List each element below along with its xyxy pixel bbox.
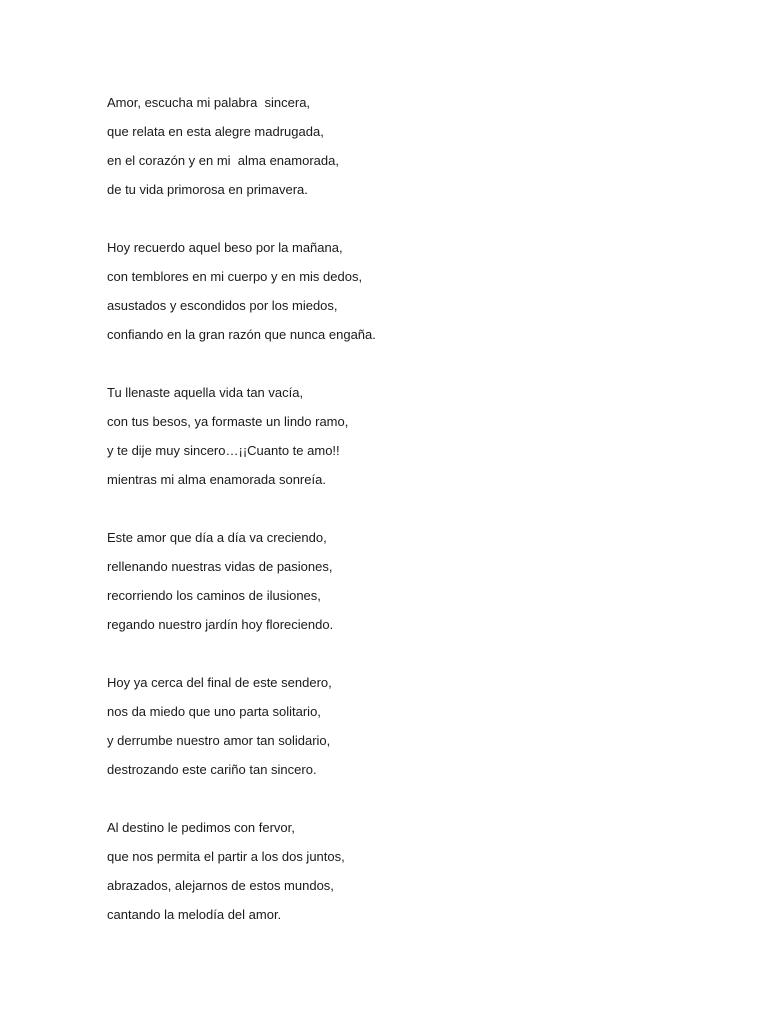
poem-line: Hoy ya cerca del final de este sendero,	[107, 675, 332, 690]
poem-line: Amor, escucha mi palabra sincera,	[107, 95, 311, 110]
poem-line: destrozando este cariño tan sincero.	[107, 762, 317, 777]
poem-line: y te dije muy sincero…¡¡Cuanto te amo!!	[107, 443, 340, 458]
stanza-3	[107, 378, 707, 494]
poem-line: de tu vida primorosa en primavera.	[107, 182, 308, 197]
poem-line: con temblores en mi cuerpo y en mis dedos,	[107, 269, 363, 284]
poem-line: abrazados, alejarnos de estos mundos,	[107, 878, 334, 893]
stanza-2	[107, 233, 707, 349]
poem-line: rellenando nuestras vidas de pasiones,	[107, 559, 333, 574]
poem-line: Al destino le pedimos con fervor,	[107, 820, 295, 835]
poem-line: que nos permita el partir a los dos juntos,	[107, 849, 345, 864]
poem-body	[107, 88, 707, 958]
poem-line: Hoy recuerdo aquel beso por la mañana,	[107, 240, 343, 255]
poem-line: Tu llenaste aquella vida tan vacía,	[107, 385, 304, 400]
poem-line: confiando en la gran razón que nunca engaña.	[107, 327, 376, 342]
poem-line: con tus besos, ya formaste un lindo ramo,	[107, 414, 349, 429]
poem-line: recorriendo los caminos de ilusiones,	[107, 588, 321, 603]
poem-line: cantando la melodía del amor.	[107, 907, 282, 922]
stanza-5	[107, 668, 707, 784]
stanza-4	[107, 523, 707, 639]
poem-line: Este amor que día a día va creciendo,	[107, 530, 327, 545]
poem-line: en el corazón y en mi alma enamorada,	[107, 153, 339, 168]
poem-line: que relata en esta alegre madrugada,	[107, 124, 324, 139]
poem-line: asustados y escondidos por los miedos,	[107, 298, 338, 313]
poem-line: regando nuestro jardín hoy floreciendo.	[107, 617, 334, 632]
stanza-6	[107, 813, 707, 929]
stanza-1	[107, 88, 707, 204]
poem-line: nos da miedo que uno parta solitario,	[107, 704, 321, 719]
poem-line: y derrumbe nuestro amor tan solidario,	[107, 733, 331, 748]
poem-line: mientras mi alma enamorada sonreía.	[107, 472, 326, 487]
